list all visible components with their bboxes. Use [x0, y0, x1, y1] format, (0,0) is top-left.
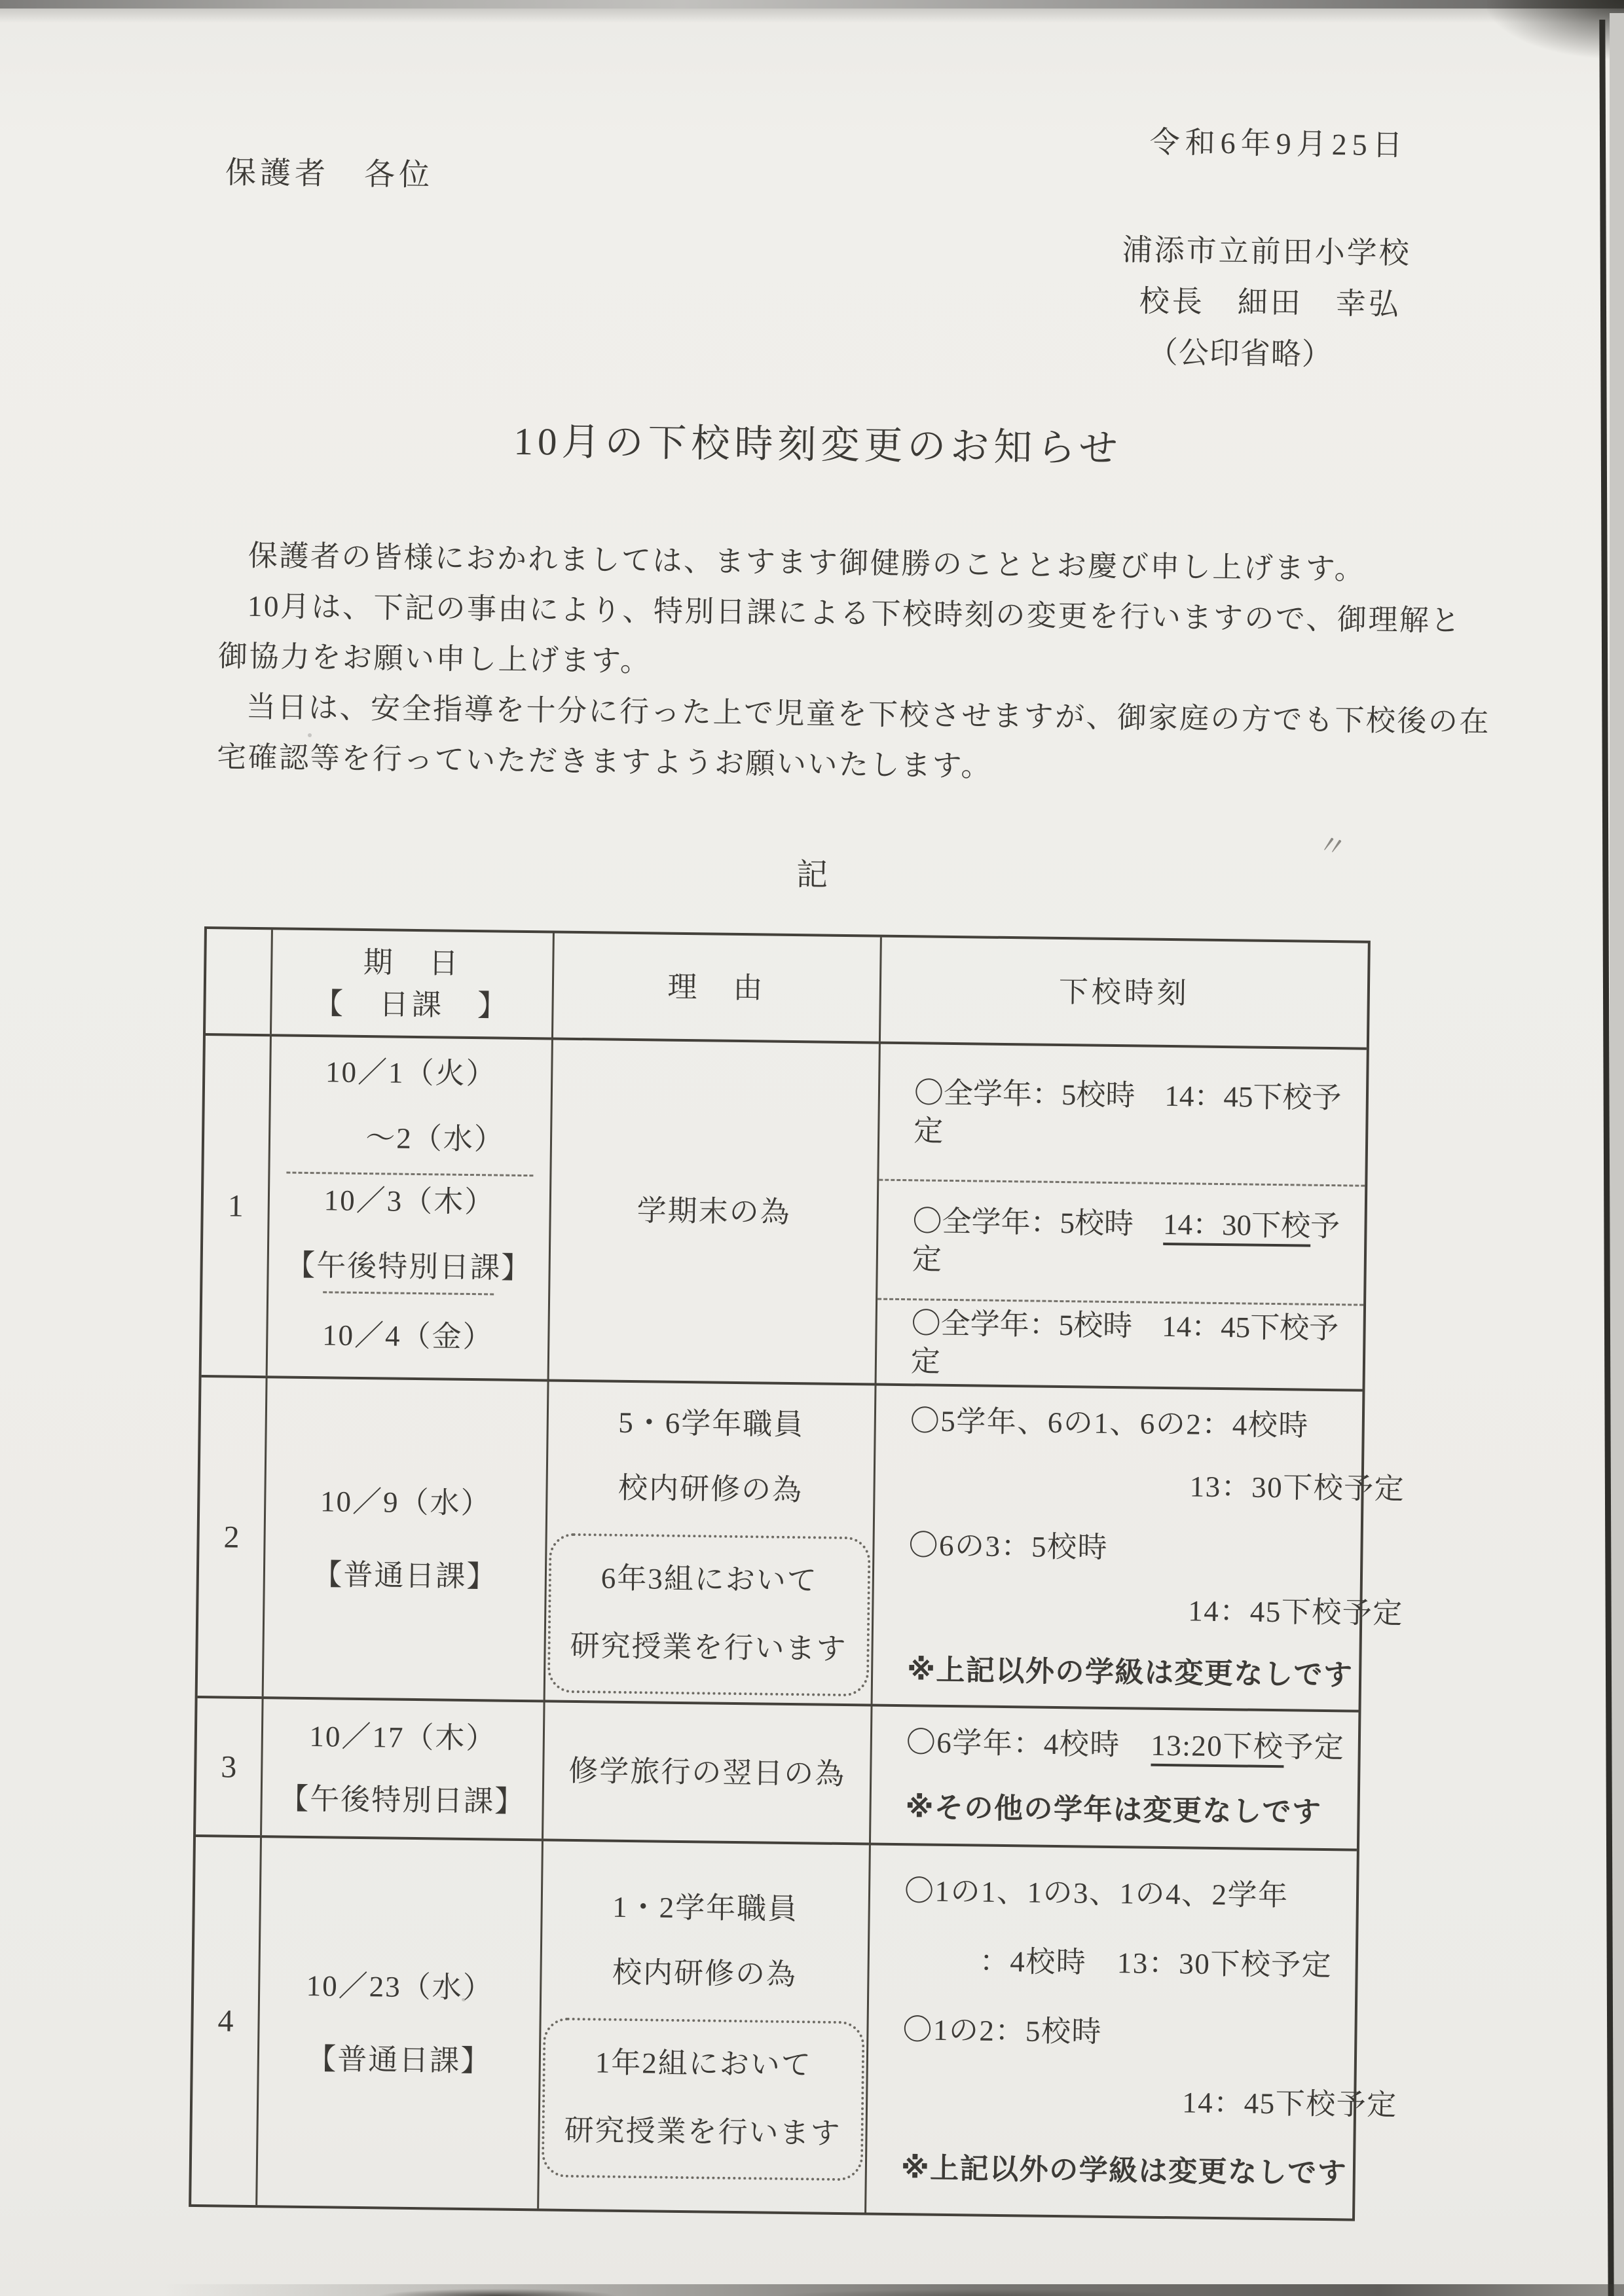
row-number: 1 — [202, 1033, 270, 1376]
date-segment: 10／3（木） 【午後特別日課】 — [286, 1172, 533, 1294]
body-line: 保護者の皆様におかれましては、ますます御健勝のこととお慶び申し上げます。 — [248, 539, 1366, 586]
dismissal-schedule-table — [189, 926, 1405, 2221]
header-row-number — [206, 929, 271, 1034]
sender-principal: 校長 細田 幸弘 — [1139, 284, 1402, 321]
header-period-line1: 期 日 — [363, 945, 462, 980]
time-segment: 〇全学年：5校時 14：45下校予定 — [877, 1298, 1364, 1389]
header-reason: 理 由 — [551, 933, 880, 1041]
row4-date-cell: 10／23（水） 【普通日課】 — [255, 1835, 542, 2208]
time-segment: 〇全学年：5校時 14：30下校予定 — [877, 1179, 1365, 1304]
page-title: 10月の下校時刻変更のお知らせ — [513, 419, 1123, 471]
date-segment: 10／4（金） — [322, 1292, 494, 1379]
row1-reason-cell: 学期末の為 — [547, 1037, 879, 1383]
row2-date-cell: 10／9（水） 【普通日課】 — [262, 1376, 547, 1700]
body-line: 10月は、下記の事由により、特別日課による下校時刻の変更を行いますので、御理解と — [247, 589, 1462, 638]
row-number: 4 — [191, 1834, 260, 2205]
row-number: 2 — [198, 1375, 266, 1696]
sender-seal-note: （公印省略） — [1147, 335, 1333, 371]
sender-block — [1120, 225, 1411, 381]
row3-time-cell: 〇6学年：4校時 13:20下校予定 ※その他の学年は変更なしです — [869, 1704, 1359, 1849]
record-mark: 記 — [796, 858, 830, 893]
body-paragraphs — [216, 530, 1491, 797]
body-line: 御協力をお願い申し上げます。 — [217, 640, 652, 678]
row-number: 3 — [196, 1696, 262, 1835]
row1-date-cell — [266, 1034, 551, 1379]
research-lesson-note-box: 6年3組において 研究授業を行います — [547, 1533, 871, 1697]
pen-mark-artifact: 〃 — [1314, 827, 1352, 866]
row1-time-cell — [875, 1042, 1367, 1389]
body-line: 宅確認等を行っていただきますようお願いいたします。 — [216, 740, 993, 783]
body-line: 当日は、安全指導を十分に行った上で児童を下校させますが、御家庭の方でも下校後の在 — [246, 690, 1491, 738]
sender-school: 浦添市立前田小学校 — [1122, 233, 1412, 270]
issue-date: 令和6年9月25日 — [1149, 125, 1409, 162]
research-lesson-note-box: 1年2組において 研究授業を行います — [542, 2017, 865, 2181]
row2-reason-cell: 5・6学年職員 校内研修の為 6年3組において 研究授業を行います — [544, 1379, 875, 1704]
row4-reason-cell: 1・2学年職員 校内研修の為 1年2組において 研究授業を行います — [537, 1838, 869, 2212]
row3-date-cell: 10／17（木） 【午後特別日課】 — [260, 1696, 544, 1838]
time-segment: 〇全学年：5校時 14：45下校予定 — [913, 1076, 1342, 1148]
header-period — [270, 930, 553, 1037]
header-period-line2: 【 日課 】 — [313, 987, 511, 1023]
row3-reason-cell: 修学旅行の翌日の為 — [542, 1700, 871, 1842]
row2-time-cell: 〇5学年、6の1、6の2：4校時 13：30下校予定 〇6の3：5校時 14：45下校予定 ※上記以外の学級は変更なしです — [871, 1383, 1363, 1710]
date-segment: 10／1（火） ～2（水） — [325, 1055, 506, 1156]
recipient-line: 保護者 各位 — [225, 156, 434, 193]
header-time: 下校時刻 — [879, 938, 1368, 1048]
row4-time-cell: 〇1の1、1の3、1の4、2学年 ：4校時 13：30下校予定 〇1の2：5校時 14：45下校予定 ※上記以外の学級は変更なしです — [864, 1843, 1357, 2219]
